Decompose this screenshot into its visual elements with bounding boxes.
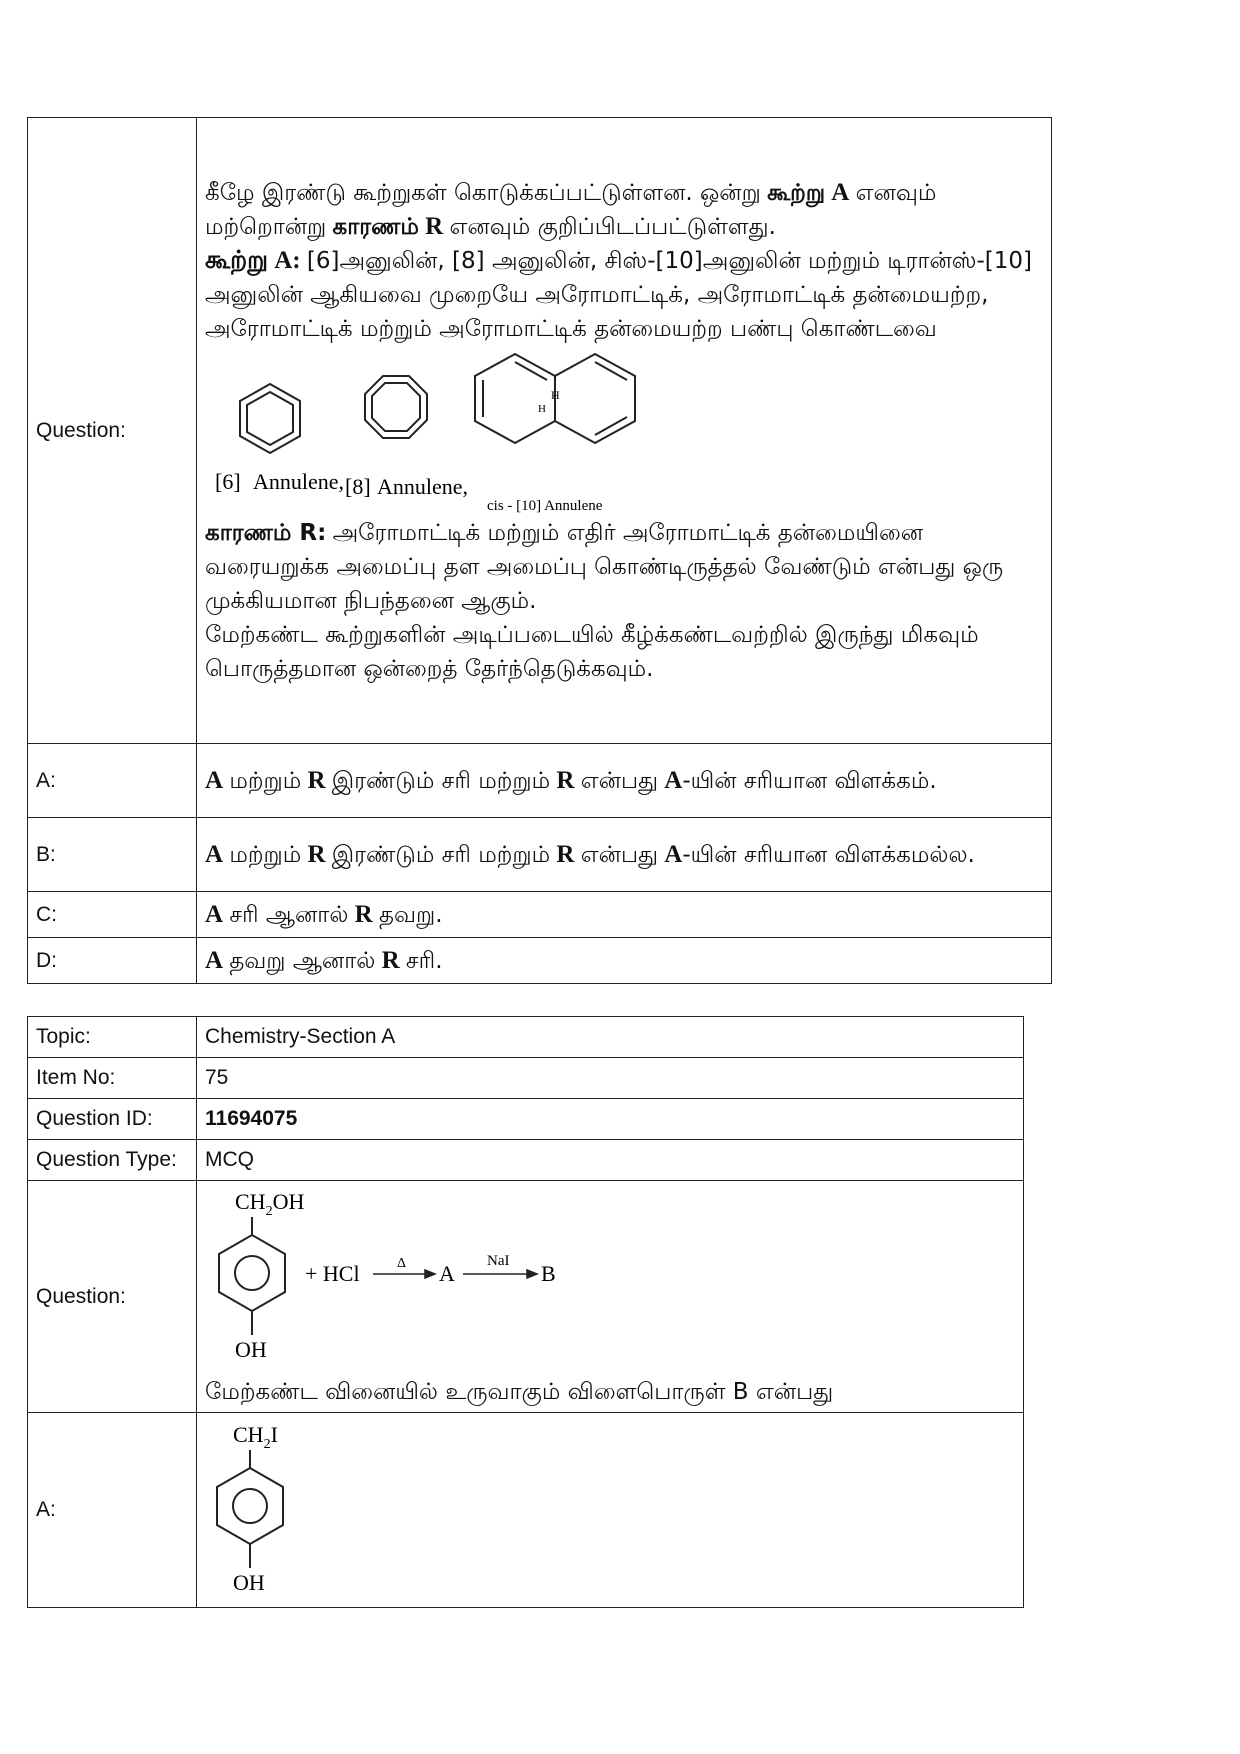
benzene-ring-icon: [219, 1217, 285, 1335]
qid-row: [28, 1099, 1024, 1140]
option-row-a: [28, 1413, 1024, 1608]
question-row: [28, 118, 1052, 744]
reaction-scheme: [205, 1185, 705, 1375]
qtype-label: Question Type:: [28, 1140, 197, 1181]
product-b: B: [541, 1260, 556, 1286]
nai-label: NaI: [487, 1252, 510, 1269]
benzene-ring-icon: [240, 384, 300, 453]
item-label: Item No:: [28, 1058, 197, 1099]
intro-paragraph: கீழே இரண்டு கூற்றுகள் கொடுக்கப்பட்டுள்ளன. ஒன்று கூற்று A எனவும் மற்றொன்று காரணம் R எனவும் குறிப்பிடப்பட்டுள்ளது.: [205, 178, 937, 240]
intermediate-a: A: [439, 1260, 455, 1286]
qid-value: 11694075: [197, 1099, 1024, 1140]
label-8: [8]: [345, 473, 371, 499]
item-row: [28, 1058, 1024, 1099]
h-label-2: H: [538, 402, 546, 415]
option-row-b: [28, 818, 1052, 892]
option-top-group: $CH_2I$: [233, 1421, 278, 1452]
option-label: A:: [28, 744, 197, 818]
question-row: [28, 1181, 1024, 1413]
question-table-2: [27, 1016, 1024, 1608]
option-row-c: [28, 892, 1052, 938]
benzene-ring-icon: [217, 1450, 283, 1568]
option-text[interactable]: A தவறு ஆனால் R சரி.: [197, 938, 1052, 984]
question-text: மேற்கண்ட வினையில் உருவாகும் விளைபொருள் B என்பது: [205, 1378, 834, 1405]
reason-text: அரோமாட்டிக் மற்றும் எதிர் அரோமாட்டிக் தன்மையினை வரையறுக்க அமைப்பு தள அமைப்பு கொண்டிருத்தல் வேண்டும் என்பது ஒரு முக்கியமான நிபந்தனை ஆகும்.: [205, 519, 1004, 614]
closing-instruction: மேற்கண்ட கூற்றுகளின் அடிப்படையில் கீழ்க்கண்டவற்றில் இருந்து மிகவும் பொருத்தமான ஒன்றைத் தேர்ந்தெடுக்கவும்.: [205, 621, 979, 682]
octagon-ring-icon: [365, 376, 427, 438]
annulene-structures: [205, 346, 905, 516]
assertion-text: [6]அனுலின், [8] அனுலின், சிஸ்-[10]அனுலின் மற்றும் டிரான்ஸ்-[10] அனுலின் ஆகியவை முறையே அரோமாட்டிக், அரோமாட்டிக் தன்மையற்ற, அரோமாட்டிக் மற்றும் அரோமாட்டிக் தன்மையற்ற பண்பு கொண்டவை: [205, 247, 1032, 342]
qtype-row: [28, 1140, 1024, 1181]
option-text[interactable]: A மற்றும் R இரண்டும் சரி மற்றும் R என்பது A-யின் சரியான விளக்கம்.: [197, 744, 1052, 818]
option-label: C:: [28, 892, 197, 938]
reason-paragraph: [205, 516, 1043, 618]
delta-label: Δ: [397, 1255, 407, 1271]
assertion-label: கூற்று A:: [205, 246, 301, 274]
name-8: Annulene,: [377, 473, 469, 499]
option-bottom-group: OH: [233, 1569, 265, 1595]
option-text[interactable]: A மற்றும் R இரண்டும் சரி மற்றும் R என்பது A-யின் சரியான விளக்கமல்ல.: [197, 818, 1052, 892]
reagent-text: + HCl: [305, 1260, 360, 1286]
option-label: A:: [28, 1413, 197, 1608]
topic-row: [28, 1017, 1024, 1058]
option-label: B:: [28, 818, 197, 892]
option-a-structure: [205, 1418, 405, 1603]
name-6: Annulene,: [253, 468, 345, 494]
topic-label: Topic:: [28, 1017, 197, 1058]
reaction-arrow-1-icon: [373, 1270, 435, 1278]
label-10: cis - [10] Annulene: [487, 497, 603, 514]
question-label: Question:: [28, 118, 197, 744]
option-row-a: [28, 744, 1052, 818]
reaction-arrow-2-icon: [463, 1270, 537, 1278]
option-structure[interactable]: [197, 1413, 1024, 1608]
annulene-figure: [205, 346, 1043, 516]
assertion-paragraph: [205, 244, 1043, 346]
reactant-top-group: $CH_2OH$: [235, 1188, 305, 1219]
question-content: [197, 1181, 1024, 1413]
option-row-d: [28, 938, 1052, 984]
question-table-1: [27, 117, 1052, 984]
question-label: Question:: [28, 1181, 197, 1413]
option-text[interactable]: A சரி ஆனால் R தவறு.: [197, 892, 1052, 938]
reactant-bottom-group: OH: [235, 1336, 267, 1362]
topic-value: Chemistry-Section A: [197, 1017, 1024, 1058]
label-6: [6]: [215, 468, 241, 494]
item-value: 75: [197, 1058, 1024, 1099]
question-content: [197, 118, 1052, 744]
option-label: D:: [28, 938, 197, 984]
qid-label: Question ID:: [28, 1099, 197, 1140]
reason-label: காரணம் R:: [205, 519, 327, 546]
qtype-value: MCQ: [197, 1140, 1024, 1181]
h-label-1: H: [551, 387, 560, 402]
